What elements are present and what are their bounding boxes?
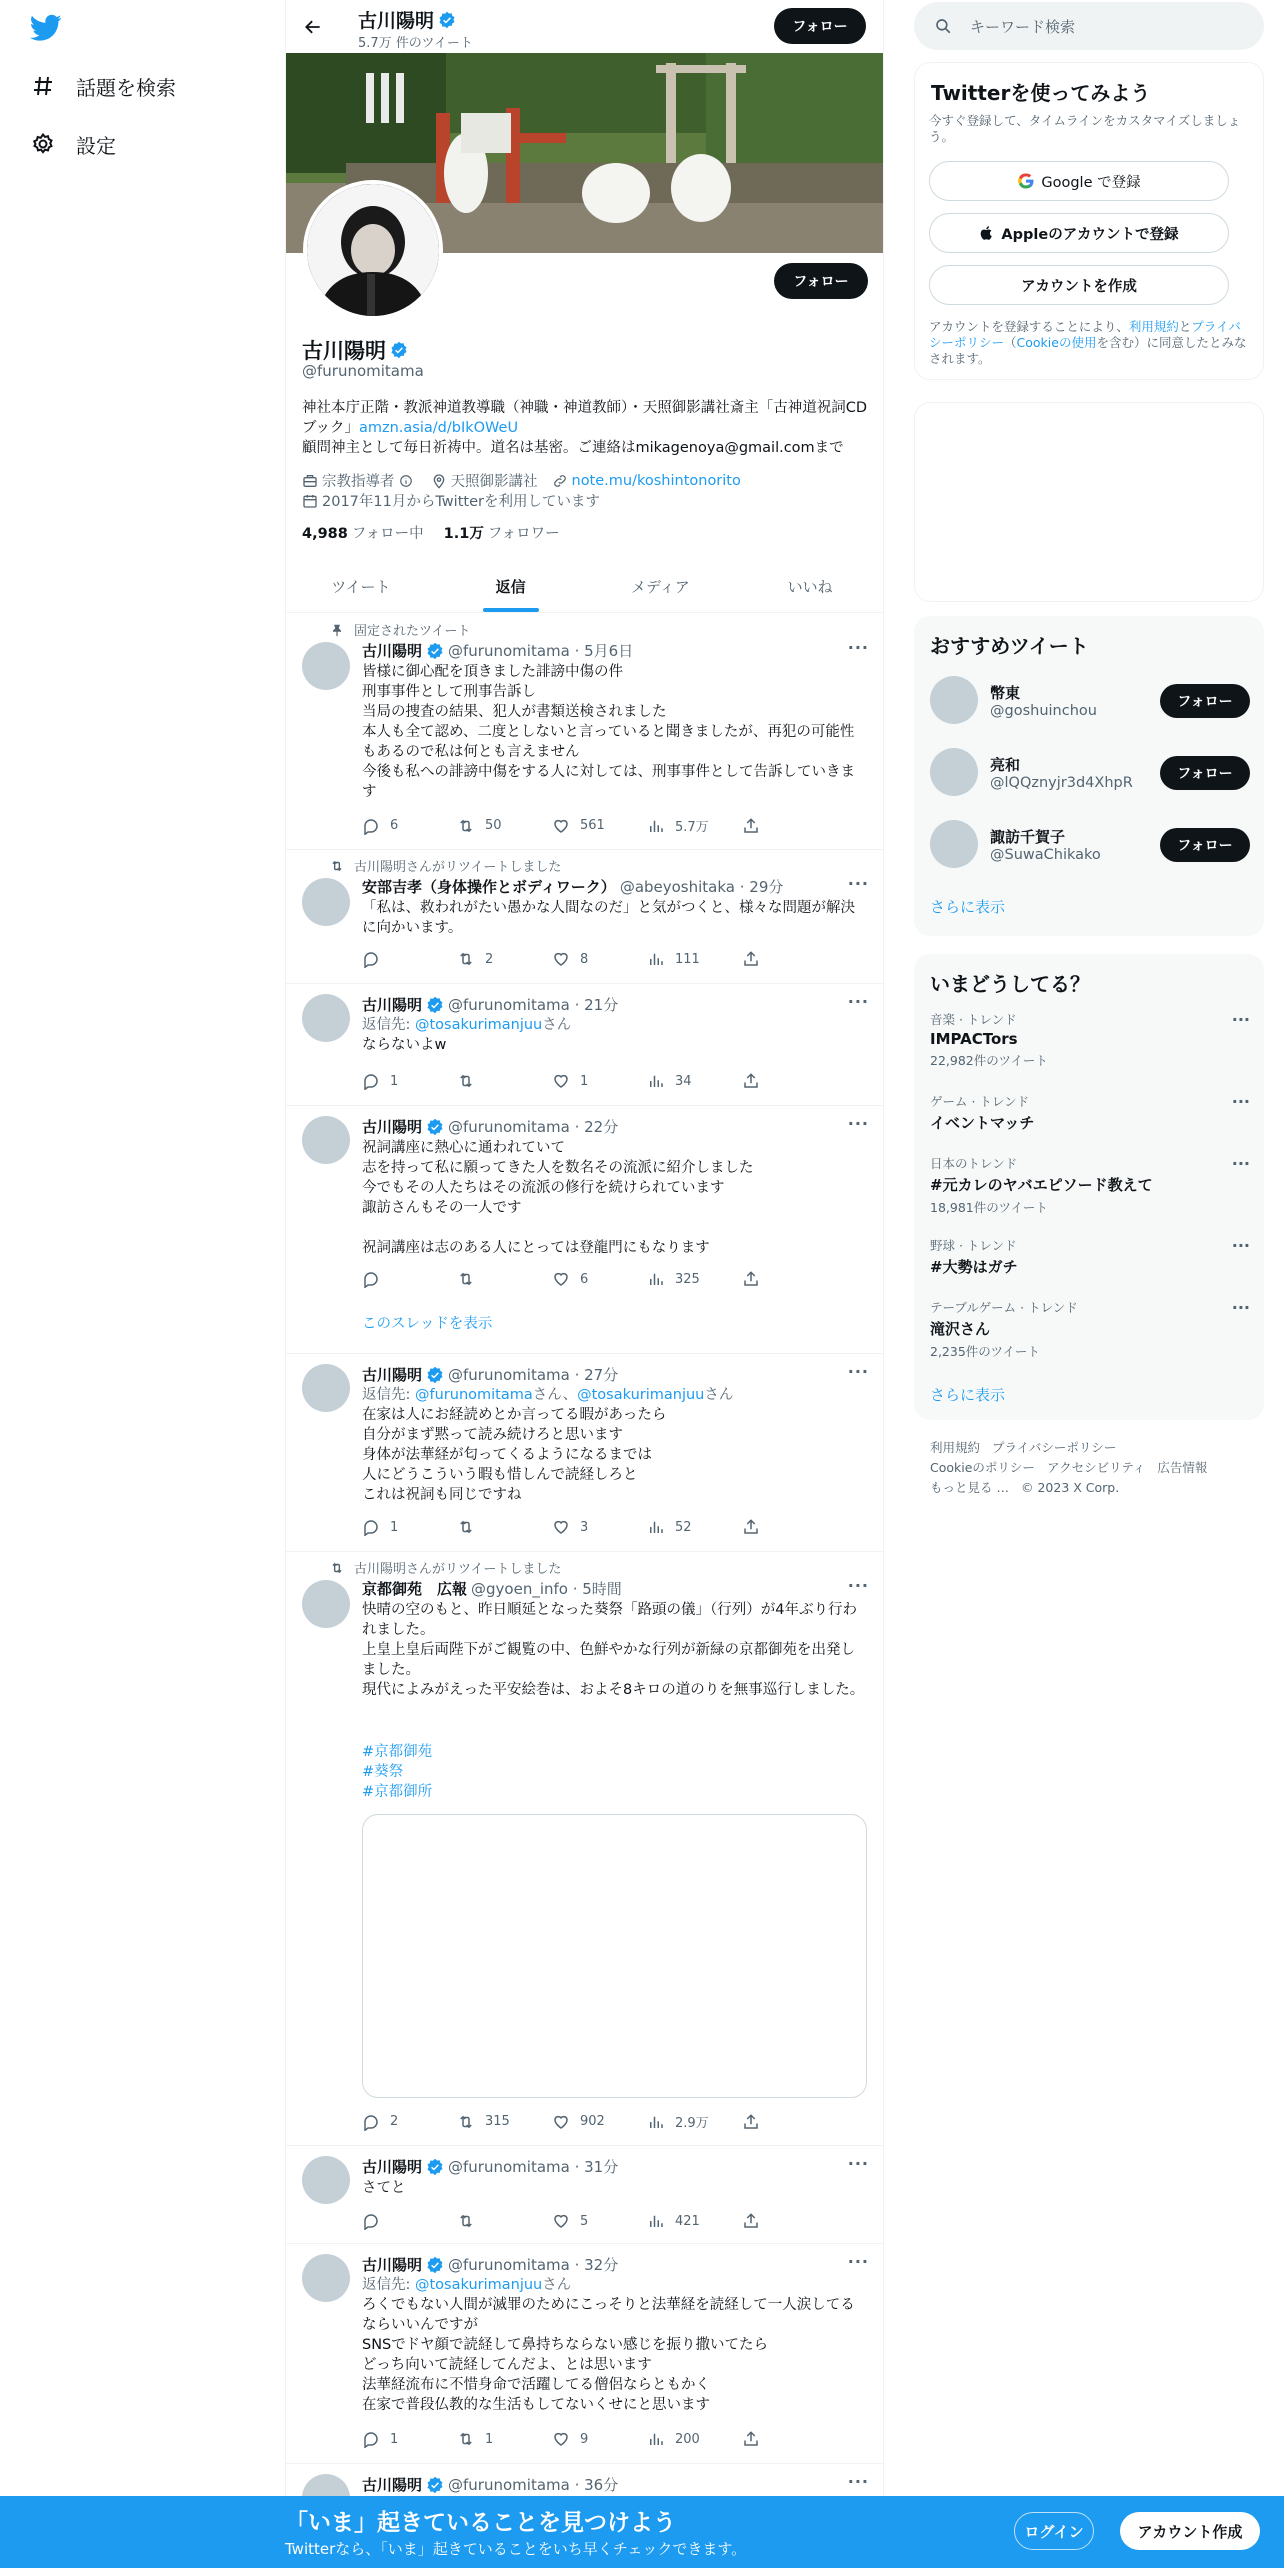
profile-avatar[interactable] [303, 180, 443, 320]
info-icon[interactable] [399, 474, 413, 488]
share-button[interactable] [742, 2112, 782, 2131]
trend-category: ゲーム · トレンド [930, 1094, 1030, 1109]
tweet-text: ろくでもない人間が滅罪のためにこっそりと法華経を読経して一人涙してるならいいんですが SNSでドヤ顔で読経して鼻持ちならない感じを振り撒いてたら どっち向いて読経してんだよ、とは思います 法華経流布に不惜身命で活躍してる僧侶ならともかく 在家で普段仏教的な生活もしてないくせにと思います [362, 2297, 855, 2413]
trend-item[interactable] [930, 1298, 1250, 1360]
reply-button[interactable]: 1 [362, 1072, 457, 1090]
tweet-author-name[interactable]: 古川陽明 [362, 2476, 423, 2494]
share-icon [742, 950, 760, 968]
views-chart-icon [647, 950, 665, 968]
trend-count: 2,235件のツイート [930, 1344, 1040, 1359]
signup-terms-note: アカウントを登録することにより、利用規約とプライバシーポリシー（Cookieの使用を含む）に同意したとみなされます。 [929, 319, 1247, 366]
show-more-link[interactable]: さらに表示 [930, 1386, 1006, 1404]
tweet-header [362, 1364, 618, 1385]
prompt-subtitle: Twitterなら、「いま」起きていることをいち早くチェックできます。 [285, 2540, 747, 2558]
tweet-author-name[interactable]: 古川陽明 [362, 1118, 423, 1136]
trend-item[interactable] [930, 1236, 1250, 1277]
more-options-icon[interactable]: ··· [847, 1114, 869, 1133]
back-arrow-icon[interactable] [300, 14, 326, 40]
avatar[interactable] [930, 676, 978, 724]
reply-icon [362, 2212, 380, 2230]
reply-to-link[interactable]: @tosakurimanjuu [577, 1387, 705, 1403]
more-options-icon[interactable]: ··· [847, 638, 869, 657]
views-button[interactable]: 200 [647, 2430, 742, 2448]
heart-icon [552, 1518, 570, 1536]
reply-icon [362, 1270, 380, 1288]
pinned-context: 固定されたツイート [330, 620, 470, 639]
tweet-text: 祝詞講座に熱心に通われていて 志を持って私に願ってきた人を数名その流派に紹介しました 今でもその人たちはその流派の修行を続けられています 諏訪さんもその一人です 祝詞講座は志のある人にとっては登龍門にもなります [362, 1140, 754, 1256]
heart-icon [552, 1072, 570, 1090]
tweet-header [362, 1116, 618, 1137]
share-button[interactable] [742, 1270, 782, 1288]
hashtag-link[interactable]: #京都御所 [362, 1784, 433, 1800]
reply-to-line: 返信先: @furunomitamaさん、@tosakurimanjuuさん [362, 1387, 734, 1403]
reply-icon [362, 2430, 380, 2448]
main-column [285, 0, 884, 2568]
views-button[interactable]: 5.7万 [647, 816, 742, 835]
empty-card [914, 402, 1264, 602]
tweet-header [362, 2156, 618, 2177]
retweet-context: 古川陽明さんがリツイートしました [330, 856, 561, 875]
login-button[interactable]: ログイン [1014, 2512, 1094, 2550]
tweet-item[interactable] [286, 984, 884, 1106]
views-button[interactable]: 34 [647, 1072, 742, 1090]
tweet-text: 快晴の空のもと、昨日順延となった葵祭「路頭の儀」（行列）が4年ぶり行われました。 上皇上皇后両陛下がご観覧の中、色鮮やかな行列が新緑の京都御苑を出発しました。 現代によみがえった平安絵巻は、およそ8キロの道のりを無事巡行しました。 [362, 1602, 865, 1698]
tweet-meta: @abeyoshitaka · 29分 [619, 878, 784, 896]
share-icon [742, 2430, 760, 2448]
tweet-item[interactable] [286, 1552, 884, 2146]
tweet-meta: @furunomitama · 27分 [448, 1366, 619, 1384]
profile-header-bar [286, 0, 884, 53]
reply-to-link[interactable]: @tosakurimanjuu [415, 2277, 543, 2293]
trend-category: 日本のトレンド [930, 1156, 1018, 1171]
trend-category: 音楽 · トレンド [930, 1012, 1017, 1027]
more-options-icon[interactable]: ··· [1231, 1298, 1250, 1317]
avatar[interactable] [302, 642, 350, 690]
header-tweet-count: 5.7万 件のツイート [358, 36, 473, 51]
show-more-link[interactable]: さらに表示 [930, 898, 1006, 916]
login-prompt-bar [0, 2496, 1284, 2568]
right-sidebar [884, 0, 1284, 2568]
tweet-actions [362, 1270, 782, 1288]
share-icon [742, 817, 760, 835]
trend-category: テーブルゲーム · トレンド [930, 1300, 1078, 1315]
tweet-header [362, 876, 783, 897]
retweet-icon [457, 817, 475, 835]
footer-privacy-link[interactable]: プライバシーポリシー [992, 1440, 1117, 1455]
tweet-author-name[interactable]: 京都御苑 広報 [362, 1580, 468, 1598]
share-icon [742, 1518, 760, 1536]
more-options-icon[interactable]: ··· [1231, 1236, 1250, 1255]
share-icon [742, 1270, 760, 1288]
share-button[interactable] [742, 2212, 782, 2230]
profile-handle: @furunomitama [302, 362, 424, 380]
footer-copyright: © 2023 X Corp. [1020, 1480, 1120, 1495]
calendar-icon [302, 493, 318, 509]
profile-bio [302, 398, 872, 458]
trend-title: イベントマッチ [930, 1114, 1035, 1132]
like-button[interactable]: 9 [552, 2430, 647, 2448]
tweet-actions [362, 816, 782, 835]
tweet-media[interactable] [362, 1814, 867, 2098]
retweet-button[interactable] [457, 1270, 552, 1288]
create-account-button[interactable]: アカウントを作成 [929, 265, 1229, 305]
tweet-item[interactable] [286, 614, 884, 850]
like-button[interactable]: 902 [552, 2112, 647, 2131]
tweet-meta: @furunomitama · 21分 [448, 996, 619, 1014]
profile-meta [302, 470, 755, 491]
tweet-header [362, 2254, 618, 2275]
trend-item[interactable] [930, 1092, 1250, 1133]
verified-badge-icon [438, 11, 456, 29]
views-button[interactable]: 325 [647, 1270, 742, 1288]
nav-settings-label: 設定 [76, 133, 116, 158]
more-options-icon[interactable]: ··· [847, 874, 869, 893]
profile-joined [302, 490, 614, 511]
tweet-actions [362, 1518, 782, 1536]
link-icon [552, 473, 568, 489]
avatar[interactable] [302, 994, 350, 1042]
share-button[interactable] [742, 1518, 782, 1536]
tweet-meta: @furunomitama · 31分 [448, 2158, 619, 2176]
profile-name [302, 335, 408, 365]
more-options-icon[interactable]: ··· [847, 2154, 869, 2173]
views-button[interactable]: 52 [647, 1518, 742, 1536]
views-button[interactable]: 111 [647, 950, 742, 968]
nav-explore[interactable] [28, 66, 176, 106]
reply-button[interactable]: 6 [362, 816, 457, 835]
search-bar[interactable] [914, 2, 1264, 50]
verified-badge-icon [426, 1366, 444, 1384]
reply-to-link[interactable]: @furunomitama [415, 1387, 533, 1403]
hashtag-link[interactable]: #葵祭 [362, 1764, 404, 1780]
more-options-icon[interactable]: ··· [847, 1362, 869, 1381]
tweet-author-name[interactable]: 古川陽明 [362, 2256, 423, 2274]
tweet-meta: @gyoen_info · 5時間 [471, 1580, 622, 1598]
footer-accessibility-link[interactable]: アクセシビリティ [1046, 1460, 1146, 1475]
more-options-icon[interactable]: ··· [1231, 1154, 1250, 1173]
more-options-icon[interactable]: ··· [1231, 1092, 1250, 1111]
pin-icon [330, 623, 344, 637]
profile-location: 天照御影講社 [431, 470, 538, 491]
user-name: 幣東 [990, 683, 1021, 702]
tweet-meta: @furunomitama · 32分 [448, 2256, 619, 2274]
search-input[interactable]: キーワード検索 [970, 17, 1076, 36]
more-options-icon[interactable]: ··· [847, 2472, 869, 2491]
more-options-icon[interactable]: ··· [847, 1576, 869, 1595]
tweet-text: 在家は人にお経読めとか言ってる暇があったら 自分がまず黙って読み続けろと思います 身体が法華経が匂ってくるようになるまでは 人にどうこういう暇も惜しんで読経しろと これは祝詞も同じですね [362, 1407, 667, 1503]
trend-title: #大勢はガチ [930, 1258, 1018, 1276]
retweet-icon [457, 2430, 475, 2448]
bio-line2: 顧問神主として毎日祈祷中。道名は基密。ご連絡はmikagenoya@gmail.comまで [302, 440, 844, 456]
reply-button[interactable] [362, 1270, 457, 1288]
verified-badge-icon [426, 2158, 444, 2176]
share-icon [742, 1072, 760, 1090]
tweet-actions [362, 950, 782, 968]
like-button[interactable]: 1 [552, 1072, 647, 1090]
terms-link[interactable]: 利用規約 [1128, 319, 1179, 334]
views-button[interactable]: 421 [647, 2212, 742, 2230]
verified-badge-icon [426, 642, 444, 660]
location-pin-icon [431, 473, 447, 489]
reply-icon [362, 1518, 380, 1536]
avatar[interactable] [302, 1116, 350, 1164]
heart-icon [552, 950, 570, 968]
twitter-logo-icon[interactable] [30, 14, 62, 44]
retweet-icon [457, 1072, 475, 1090]
tweet-author-name[interactable]: 古川陽明 [362, 2158, 423, 2176]
like-button[interactable]: 561 [552, 816, 647, 835]
trend-title: 滝沢さん [930, 1320, 991, 1338]
profile-website[interactable]: note.mu/koshintonorito [552, 473, 741, 489]
reply-button[interactable]: 1 [362, 2430, 457, 2448]
recommended-card [914, 616, 1264, 936]
tweet-actions [362, 2430, 782, 2448]
user-handle: @goshuinchou [990, 702, 1097, 719]
retweet-button[interactable]: 1 [457, 2430, 552, 2448]
briefcase-icon [302, 473, 318, 489]
user-name: 諏訪千賀子 [990, 827, 1066, 846]
reply-button[interactable]: 1 [362, 1518, 457, 1536]
trend-item[interactable] [930, 1154, 1250, 1216]
trends-title: いまどうしてる？ [930, 972, 1090, 996]
prompt-title: 「いま」起きていることを見つけよう [285, 2510, 676, 2536]
hashtag-icon [28, 71, 58, 101]
recommended-user[interactable] [930, 672, 1250, 728]
heart-icon [552, 817, 570, 835]
reply-button[interactable]: 2 [362, 2112, 457, 2131]
footer-terms-link[interactable]: 利用規約 [930, 1440, 981, 1455]
tweet-author-name[interactable]: 古川陽明 [362, 1366, 423, 1384]
verified-badge-icon [426, 2476, 444, 2494]
follow-button[interactable]: フォロー [1160, 756, 1250, 790]
follow-button[interactable]: フォロー [1160, 828, 1250, 862]
apple-logo-icon [979, 224, 995, 242]
reply-button[interactable] [362, 950, 457, 968]
tweet-item[interactable] [286, 850, 884, 984]
tweet-text: 皆様に御心配を頂きました誹謗中傷の件 刑事事件として刑事告訴し 当局の捜査の結果、犯人が書類送検されました 本人も全て認め、二度としないと言っていると聞きましたが、再犯の可能性もあるので私は何とも言えません 今後も私への誹謗中傷をする人に対しては、刑事事件として告訴していきます [362, 664, 855, 800]
more-options-icon[interactable]: ··· [1231, 1010, 1250, 1029]
recommended-title: おすすめツイート [930, 634, 1089, 658]
avatar[interactable] [302, 2254, 350, 2302]
search-icon [934, 17, 952, 35]
retweet-icon [330, 1561, 344, 1575]
share-icon [742, 2113, 760, 2131]
bio-line1: 神社本庁正階・教派神道教導職（神職・神道教師）・天照御影講社斎主「古神道祝詞CDブック」 [302, 400, 868, 436]
cookie-link[interactable]: Cookieの使用 [1016, 335, 1097, 350]
verified-badge-icon [426, 2256, 444, 2274]
trend-category: 野球 · トレンド [930, 1238, 1017, 1253]
retweet-button[interactable]: 2 [457, 950, 552, 968]
tab-media[interactable]: メディア [630, 577, 690, 596]
views-button[interactable]: 2.9万 [647, 2112, 742, 2131]
more-options-icon[interactable]: ··· [847, 2252, 869, 2271]
user-handle: @lQQznyjr3d4XhpR [990, 774, 1133, 791]
views-chart-icon [647, 1518, 665, 1536]
reply-to-line: 返信先: @tosakurimanjuuさん [362, 2277, 572, 2293]
tweet-author-name[interactable]: 古川陽明 [362, 642, 423, 660]
share-icon [742, 2212, 760, 2230]
trend-count: 22,982件のツイート [930, 1053, 1048, 1068]
recommended-user[interactable] [930, 816, 1250, 872]
retweet-icon [457, 950, 475, 968]
footer-more-link[interactable]: もっと見る … [930, 1480, 1009, 1495]
tweet-meta: @furunomitama · 22分 [448, 1118, 619, 1136]
follow-stats [302, 522, 580, 543]
tweet-actions [362, 2112, 782, 2131]
tweet-text: 「私は、救われがたい愚かな人間なのだ」と気がつくと、様々な問題が解決に向かいます。 [362, 900, 855, 936]
avatar[interactable] [302, 1364, 350, 1412]
reply-icon [362, 1072, 380, 1090]
privacy-link[interactable]: プライバシーポリシー [929, 319, 1241, 350]
tweet-item[interactable] [286, 2244, 884, 2464]
tab-replies[interactable]: 返信 [436, 560, 586, 612]
retweet-button[interactable] [457, 1072, 552, 1090]
signup-card [914, 62, 1264, 380]
hashtag-link[interactable]: #京都御苑 [362, 1744, 433, 1760]
trend-title: #元カレのヤバエピソード教えて [930, 1176, 1153, 1194]
like-button[interactable]: 8 [552, 950, 647, 968]
retweet-icon [330, 859, 344, 873]
footer-ads-link[interactable]: 広告情報 [1157, 1460, 1208, 1475]
more-options-icon[interactable]: ··· [847, 992, 869, 1011]
views-chart-icon [647, 817, 665, 835]
share-button[interactable] [742, 950, 782, 968]
tab-likes[interactable]: いいね [787, 577, 833, 596]
reply-icon [362, 950, 380, 968]
views-chart-icon [647, 1270, 665, 1288]
avatar[interactable] [302, 878, 350, 926]
recommended-user[interactable] [930, 744, 1250, 800]
reply-icon [362, 817, 380, 835]
verified-badge-icon [426, 996, 444, 1014]
profile-follow-button[interactable]: フォロー [774, 263, 868, 299]
tweet-actions [362, 2212, 782, 2230]
header-name: 古川陽明 [358, 10, 435, 32]
tweet-author-name[interactable]: 古川陽明 [362, 996, 423, 1014]
heart-icon [552, 2113, 570, 2131]
avatar[interactable] [302, 2156, 350, 2204]
profile-tabs [286, 560, 884, 613]
user-name: 亮和 [990, 755, 1021, 774]
profile-category: 宗教指導者 [302, 470, 417, 491]
avatar[interactable] [302, 1580, 350, 1628]
tweet-author-name[interactable]: 安部吉孝（身体操作とボディワーク） [362, 878, 616, 896]
profile-name-text: 古川陽明 [302, 339, 386, 363]
tweet-text: ならないよw [362, 1037, 447, 1053]
heart-icon [552, 2430, 570, 2448]
views-chart-icon [647, 1072, 665, 1090]
verified-badge-icon [390, 341, 408, 359]
like-button[interactable]: 6 [552, 1270, 647, 1288]
tweet-item[interactable] [286, 1354, 884, 1552]
google-logo-icon [1017, 172, 1035, 190]
footer-links [930, 1438, 1260, 1498]
retweet-button[interactable] [457, 1518, 552, 1536]
like-button[interactable]: 5 [552, 2212, 647, 2230]
retweet-icon [457, 2113, 475, 2131]
tweet-item[interactable] [286, 1106, 884, 1354]
views-chart-icon [647, 2113, 665, 2131]
retweet-context: 古川陽明さんがリツイートしました [330, 1558, 561, 1577]
gear-icon [28, 129, 58, 159]
retweet-icon [457, 2212, 475, 2230]
tab-tweets[interactable]: ツイート [331, 577, 391, 596]
header-follow-button[interactable]: フォロー [774, 8, 866, 44]
tweet-header [362, 2474, 618, 2495]
followers-link[interactable]: 1.1万 フォロワー [443, 526, 560, 542]
show-thread-link[interactable]: このスレッドを表示 [362, 1316, 493, 1332]
share-button[interactable] [742, 1072, 782, 1090]
retweet-icon [457, 1518, 475, 1536]
retweet-button[interactable] [457, 2212, 552, 2230]
footer-cookie-link[interactable]: Cookieのポリシー [930, 1460, 1035, 1475]
retweet-button[interactable]: 50 [457, 816, 552, 835]
views-chart-icon [647, 2212, 665, 2230]
user-handle: @SuwaChikako [990, 846, 1101, 863]
retweet-button[interactable]: 315 [457, 2112, 552, 2131]
bio-link[interactable]: amzn.asia/d/bIkOWeU [359, 420, 519, 436]
signup-subtitle: 今すぐ登録して、タイムラインをカスタマイズしましょう。 [929, 113, 1241, 144]
avatar[interactable] [930, 748, 978, 796]
signup-button[interactable]: アカウント作成 [1120, 2512, 1260, 2550]
apple-signup-button[interactable]: Appleのアカウントで登録 [929, 213, 1229, 253]
reply-to-link[interactable]: @tosakurimanjuu [415, 1017, 543, 1033]
reply-to-line: 返信先: @tosakurimanjuuさん [362, 1017, 572, 1033]
tweet-text: さてと [362, 2180, 406, 2196]
following-link[interactable]: 4,988 フォロー中 [302, 526, 424, 542]
nav-explore-label: 話題を検索 [76, 75, 176, 100]
left-nav [0, 0, 285, 2568]
tweet-meta: @furunomitama · 5月6日 [448, 642, 634, 660]
avatar[interactable] [930, 820, 978, 868]
trends-card [914, 954, 1264, 1420]
trend-item[interactable] [930, 1010, 1250, 1069]
tweet-header [362, 640, 633, 661]
nav-settings[interactable] [28, 124, 116, 164]
tweet-meta: @furunomitama · 36分 [448, 2476, 619, 2494]
views-chart-icon [647, 2430, 665, 2448]
heart-icon [552, 1270, 570, 1288]
heart-icon [552, 2212, 570, 2230]
trend-count: 18,981件のツイート [930, 1200, 1048, 1215]
trend-title: IMPACTors [930, 1030, 1018, 1048]
google-signup-button[interactable]: Google で登録 [929, 161, 1229, 201]
verified-badge-icon [426, 1118, 444, 1136]
tweet-header [362, 1578, 622, 1599]
header-title [358, 6, 456, 33]
tweet-item[interactable] [286, 2146, 884, 2244]
retweet-icon [457, 1270, 475, 1288]
reply-icon [362, 2113, 380, 2131]
like-button[interactable]: 3 [552, 1518, 647, 1536]
follow-button[interactable]: フォロー [1160, 684, 1250, 718]
share-button[interactable] [742, 2430, 782, 2448]
signup-title: Twitterを使ってみよう [931, 81, 1151, 105]
tweet-header [362, 994, 618, 1015]
share-button[interactable] [742, 816, 782, 835]
reply-button[interactable] [362, 2212, 457, 2230]
joined-row: 2017年11月からTwitterを利用しています [302, 490, 600, 511]
tweet-actions [362, 1072, 782, 1090]
